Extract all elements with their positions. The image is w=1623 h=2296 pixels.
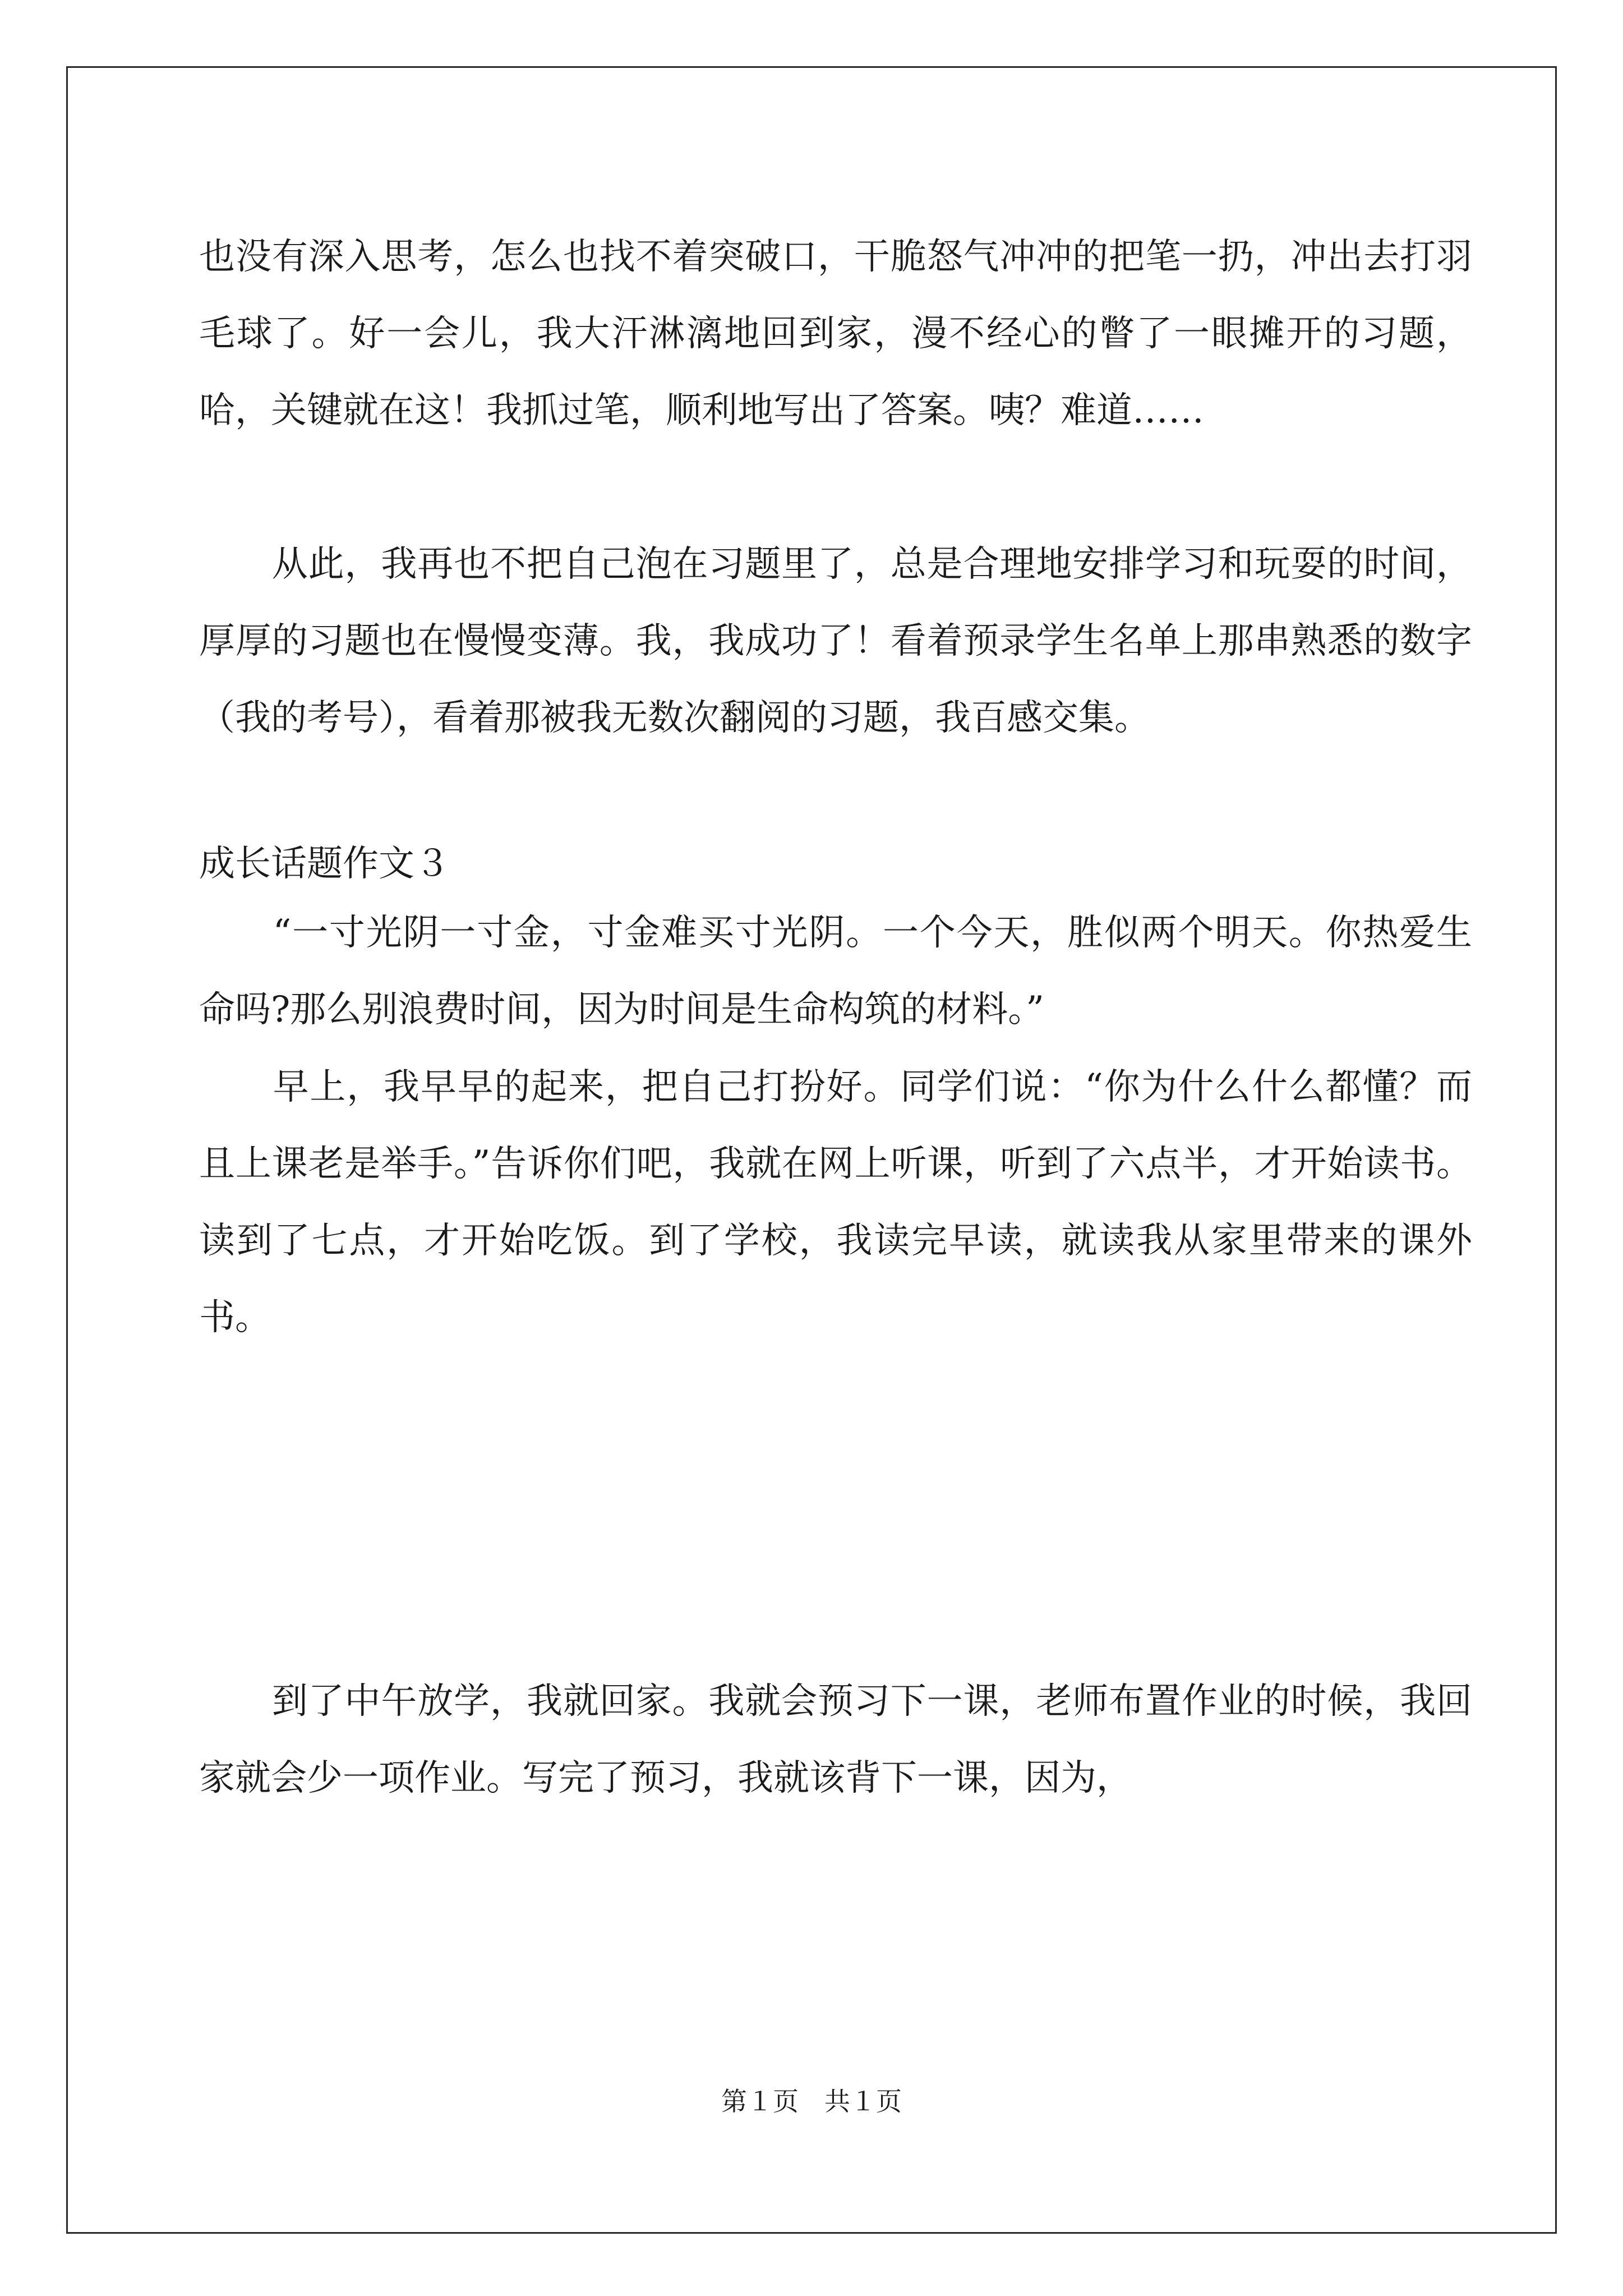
paragraph-4: 早上，我早早的起来，把自己打扮好。同学们说：“你为什么什么都懂？而且上课老是举手。”告诉你们吧，我就在网上听课，听到了六点半，才开始读书。读到了七点，才开始吃饭。到了学校，我读完早读，就读我从家里带来的课外书。 (199, 1066, 1472, 1338)
paragraph-1: 也没有深入思考，怎么也找不着突破口，干脆怒气冲冲的把笔一扔，冲出去打羽毛球了。好一会儿，我大汗淋漓地回到家，漫不经心的瞥了一眼摊开的习题，哈，关键就在这！我抓过笔，顺利地写出了答案。咦？难道…… (199, 236, 1472, 431)
paragraph-3: “一寸光阴一寸金，寸金难买寸光阴。一个今天，胜似两个明天。你热爱生命吗?那么别浪费时间，因为时间是生命构筑的材料。” (199, 912, 1472, 1030)
paragraph-5: 到了中午放学，我就回家。我就会预习下一课，老师布置作业的时候，我回家就会少一项作业。写完了预习，我就该背下一课，因为， (199, 1681, 1472, 1799)
section-heading: 成长话题作文３ (199, 843, 450, 885)
page-number-footer: 第１页 共１页 (721, 2086, 902, 2116)
paragraph-2: 从此，我再也不把自己泡在习题里了，总是合理地安排学习和玩耍的时间，厚厚的习题也在慢慢变薄。我，我成功了！看着预录学生名单上那串熟悉的数字（我的考号），看着那被我无数次翻阅的习题，我百感交集。 (199, 544, 1472, 739)
